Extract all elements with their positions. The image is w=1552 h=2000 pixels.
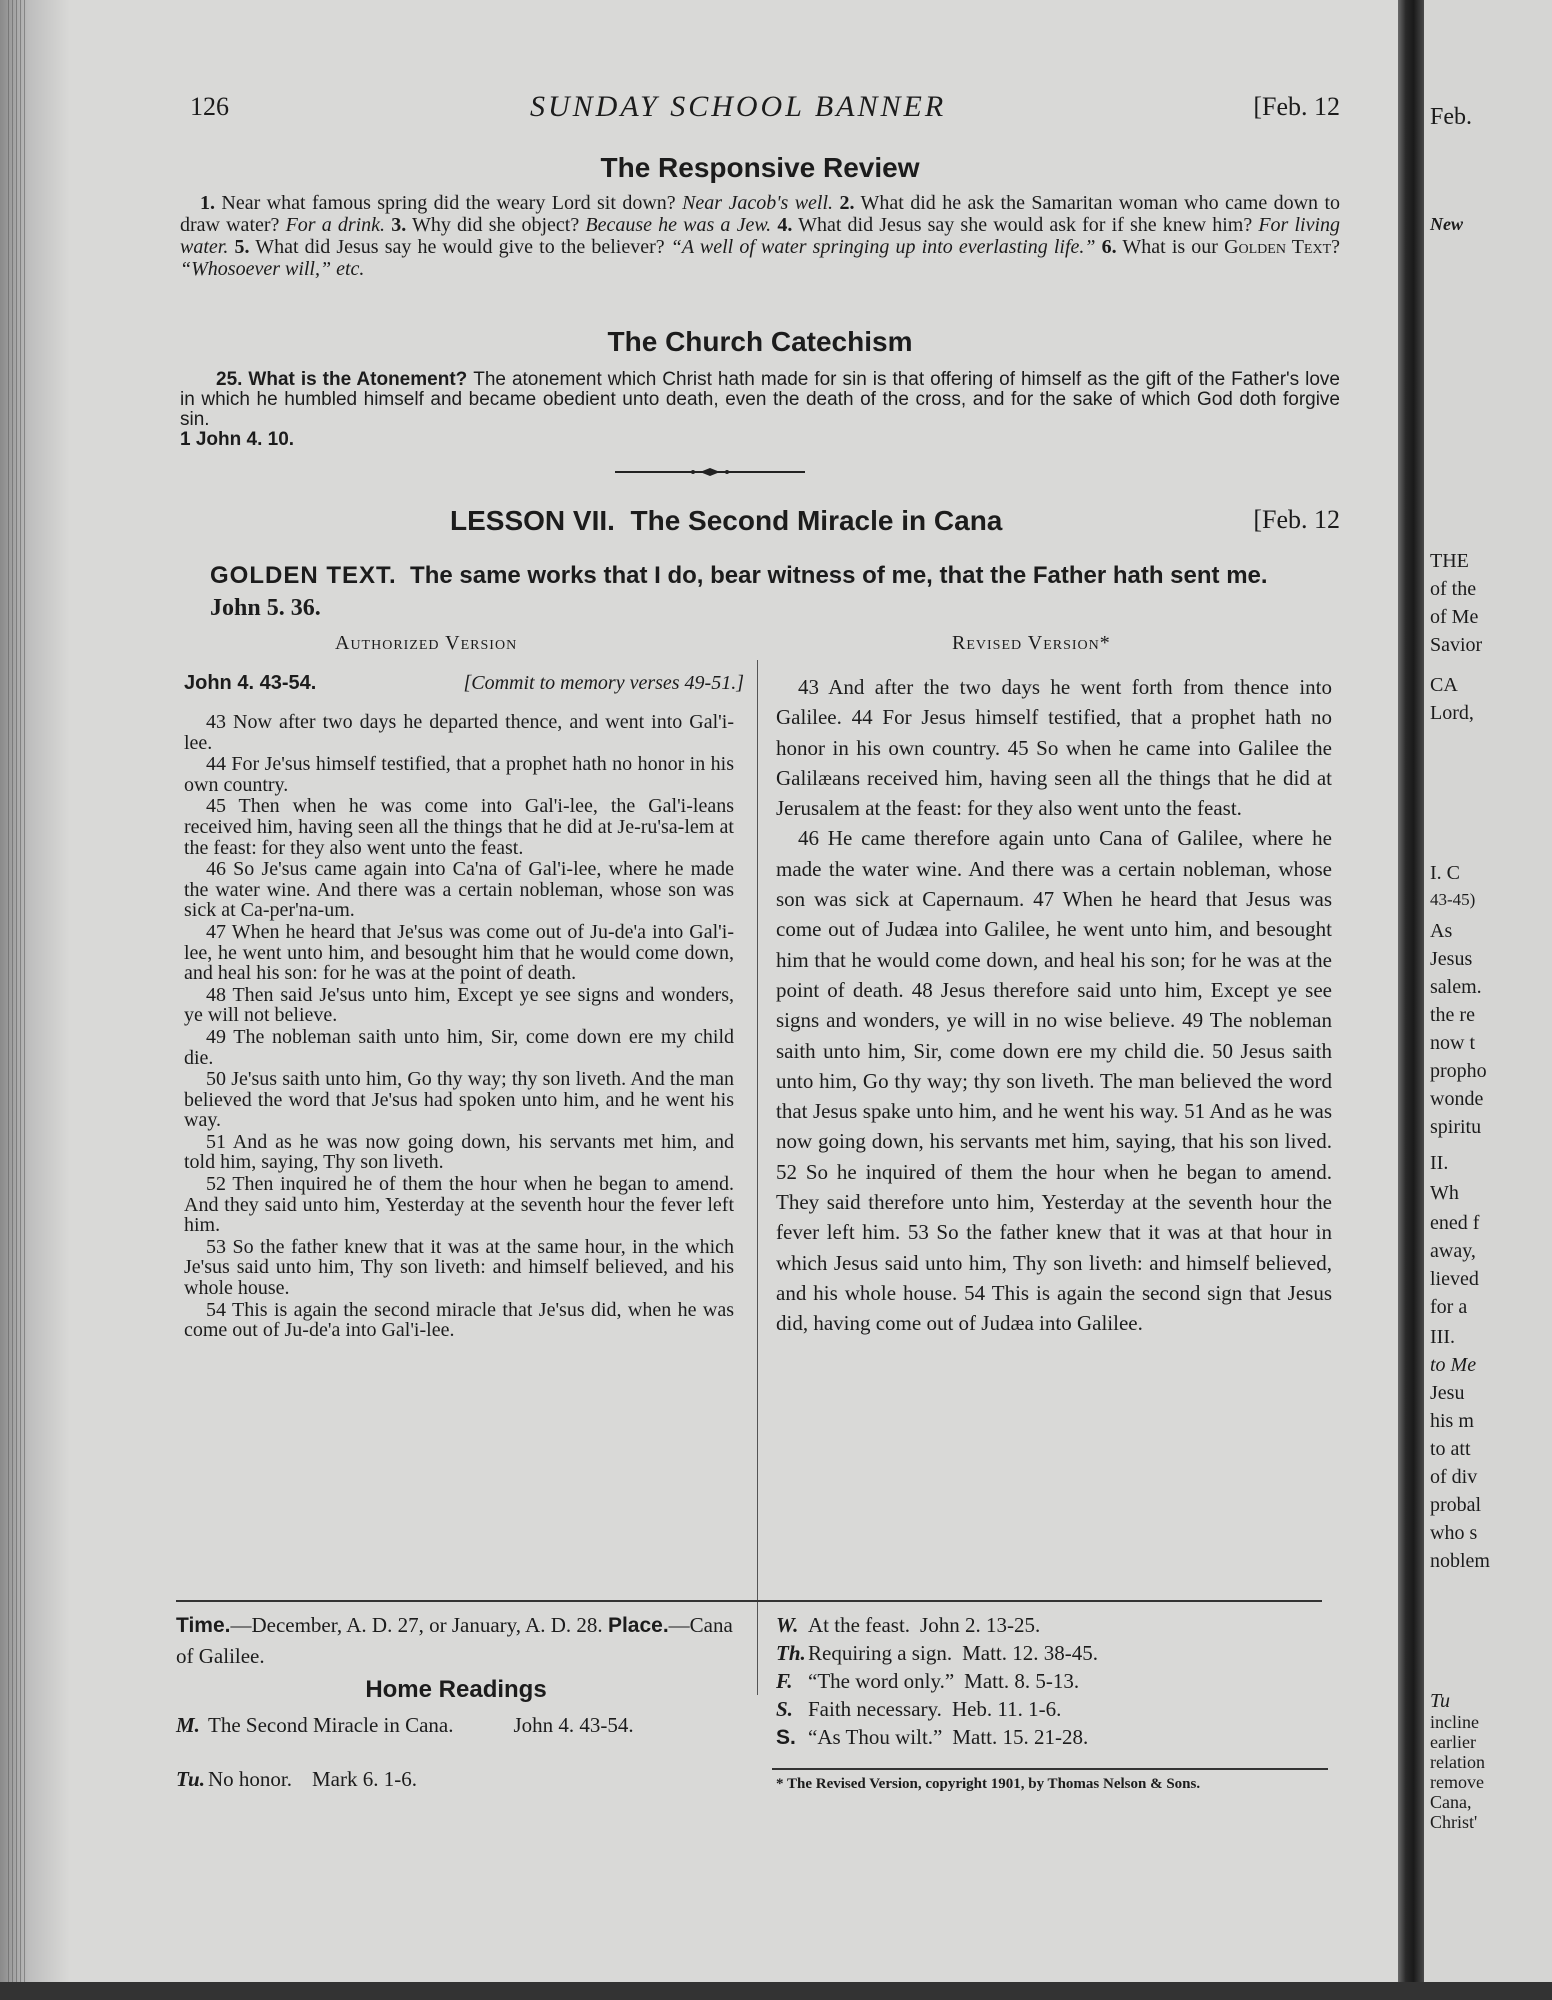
facing-page-fragment: 43-45) bbox=[1430, 890, 1476, 909]
golden-text bbox=[210, 560, 1320, 624]
verse: 49 The nobleman saith unto him, Sir, come down ere my child die. bbox=[184, 1025, 734, 1069]
reading-item: Th. Requiring a sign. Matt. 12. 38-45. bbox=[776, 1641, 1098, 1665]
facing-page-fragment: wonde bbox=[1430, 1088, 1484, 1110]
golden-text-body: The same works that I do, bear witness of me, that the Father hath sent me. bbox=[410, 562, 1268, 589]
facing-page-fragment: II. bbox=[1430, 1152, 1449, 1174]
facing-page-fragment: his m bbox=[1430, 1410, 1474, 1432]
page-stack-lines bbox=[8, 0, 28, 2000]
section-rule bbox=[176, 1600, 1322, 1602]
facing-page-fragment: to Me bbox=[1430, 1354, 1477, 1376]
facing-page-fragment: Jesu bbox=[1430, 1382, 1465, 1404]
revised-version-heading: Revised Version* bbox=[952, 632, 1111, 654]
verse: 47 When he heard that Je'sus was come out of Ju-de'a into Gal'i-lee, he went unto him, and besought him that he would come down, and heal his son: for he was at the point of death. bbox=[184, 920, 734, 985]
revised-paragraph: 43 And after the two days he went forth from thence into Galilee. 44 For Jesus himself testified, that a prophet hath no honor in his own country. 45 So when he came into Galilee the Galilæans received him, having seen all the things that he did at Jerusalem at the feast: for they also went unto the feast. bbox=[776, 675, 1332, 821]
home-readings-title: Home Readings bbox=[365, 1676, 547, 1703]
memory-verses-note: [Commit to memory verses 49-51.] bbox=[463, 672, 744, 694]
facing-page-fragment: Wh bbox=[1430, 1182, 1459, 1204]
facing-page-fragment: now t bbox=[1430, 1032, 1475, 1054]
lesson-header bbox=[180, 505, 1340, 545]
facing-page-fragment: to att bbox=[1430, 1438, 1471, 1460]
verse: 45 Then when he was come into Gal'i-lee, the Gal'i-leans received him, having seen all the things that he did at Je-ru'sa-lem at the feast: for they also went unto the feast. bbox=[184, 795, 734, 859]
revised-paragraph: 46 He came therefore again unto Cana of Galilee, where he made the water wine. And there was a certain nobleman, whose son was sick at Capernaum. 47 When he heard that Jesus was come out of Judæa into Galilee, he went unto him, and besought him that he would come down, and heal his son; for he was at the point of death. 48 Jesus therefore said unto him, Except ye see signs and wonders, ye will in no wise believe. 49 The nobleman saith unto him, Sir, come down ere my child die. 50 Jesus saith unto him, Go thy way; thy son liveth. The man believed the word that Jesus spake unto him, and he went his way. 51 And as he was now going down, his servants met him, saying, that his son lived. 52 So he inquired of them the hour when he began to amend. They said therefore unto him, Yesterday at the seventh hour the fever left him. 53 So the father knew that it was at that hour in which Jesus said unto him, Thy son liveth: and himself believed, and his whole house. 54 This is again the second sign that Jesus did, having come out of Judæa into Galilee. bbox=[776, 826, 1332, 1336]
facing-page-fragment: for a bbox=[1430, 1296, 1468, 1318]
facing-page-fragment: Feb. bbox=[1430, 104, 1472, 130]
verse: 53 So the father knew that it was at the same hour, in the which Je'sus said unto him, Thy son liveth: and himself believed, and his whole house. bbox=[184, 1235, 734, 1300]
verse: 54 This is again the second miracle that Je'sus did, when he was come out of Ju-de'a into Gal'i-lee. bbox=[184, 1298, 734, 1342]
reading-item: Tu. No honor. Mark 6. 1-6. bbox=[176, 1767, 417, 1791]
facing-page-fragment: Jesus bbox=[1430, 948, 1473, 970]
facing-page-fragment: ened f bbox=[1430, 1212, 1480, 1234]
verse: 43 Now after two days he departed thence, and went into Gal'i-lee. bbox=[184, 711, 734, 754]
facing-page-fragment: of Me bbox=[1430, 606, 1479, 628]
facing-page-fragment: Tu bbox=[1430, 1690, 1451, 1712]
revised-version-text bbox=[776, 672, 1332, 1339]
ornament-divider bbox=[615, 466, 805, 478]
scan-bottom-edge bbox=[0, 1982, 1552, 2000]
publication-title: SUNDAY SCHOOL BANNER bbox=[530, 90, 947, 123]
facing-page-fragment: relation bbox=[1430, 1752, 1485, 1772]
lesson-date: [Feb. 12 bbox=[1253, 505, 1340, 534]
golden-text-label: GOLDEN TEXT. bbox=[210, 562, 397, 589]
verse: 48 Then said Je'sus unto him, Except ye see signs and wonders, ye will not believe. bbox=[184, 983, 734, 1027]
facing-page-fragment: Cana, bbox=[1430, 1792, 1472, 1812]
time-and-place: Time.—December, A. D. 27, or January, A. D. 28. Place.—Cana of Galilee. bbox=[176, 1613, 733, 1668]
verse: 52 Then inquired he of them the hour when he began to amend. And they said unto him, Yesterday at the seventh hour the fever left him. bbox=[184, 1173, 734, 1237]
facing-page-fragment: As bbox=[1430, 920, 1453, 942]
facing-page-fragment: the re bbox=[1430, 1004, 1475, 1026]
verse: 50 Je'sus saith unto him, Go thy way; thy son liveth. And the man believed the word that Je'sus had spoken unto him, and he went his way. bbox=[184, 1068, 734, 1132]
scripture-reference: John 4. 43-54. [Commit to memory verses 49-51.] bbox=[184, 672, 744, 694]
facing-page-fragment: CA bbox=[1430, 674, 1458, 696]
page-number: 126 bbox=[190, 92, 229, 121]
catechism-title: The Church Catechism bbox=[607, 326, 913, 357]
footnote: * The Revised Version, copyright 1901, by Thomas Nelson & Sons. bbox=[776, 1776, 1201, 1792]
verse: 46 So Je'sus came again into Ca'na of Gal'i-lee, where he made the water wine. And there was a certain nobleman, whose son was sick at Ca-per'na-um. bbox=[184, 858, 734, 922]
facing-page-fragment: probal bbox=[1430, 1494, 1482, 1516]
facing-page-fragment: who s bbox=[1430, 1522, 1478, 1544]
facing-page-fragment: earlier bbox=[1430, 1732, 1476, 1752]
footnote-rule bbox=[772, 1768, 1328, 1770]
authorized-version-text bbox=[184, 712, 734, 1342]
golden-text-ref: John 5. 36. bbox=[210, 595, 321, 621]
running-header bbox=[190, 92, 1340, 132]
responsive-review-text: 1. Near what famous spring did the weary Lord sit down? Near Jacob's well. 2. What did he ask the Samaritan woman who came down to draw water? For a drink. 3. Why did she object? Because he was a Jew. 4. What did Jesus say she would ask for if she knew him? For living water. 5. What did Jesus say he would give to the believer? “A well of water springing up into everlasting life.” 6. What is our Golden Text? “Whosoever will,” etc. bbox=[180, 192, 1341, 280]
lesson-title: LESSON VII. The Second Miracle in Cana bbox=[450, 505, 1003, 536]
facing-page-fragment: incline bbox=[1430, 1712, 1479, 1732]
facing-page-fragment: Savior bbox=[1430, 634, 1483, 656]
facing-page-fragment: remove bbox=[1430, 1772, 1484, 1792]
verse: 51 And as he was now going down, his servants met him, and told him, saying, Thy son liveth. bbox=[184, 1130, 734, 1174]
reading-item: F. “The word only.” Matt. 8. 5-13. bbox=[776, 1669, 1080, 1693]
reading-item: S. “As Thou wilt.” Matt. 15. 21-28. bbox=[776, 1725, 1089, 1749]
facing-page-fragment: III. bbox=[1430, 1326, 1455, 1348]
facing-page-fragment: Christ' bbox=[1430, 1812, 1478, 1832]
facing-page-fragment: propho bbox=[1430, 1060, 1487, 1082]
catechism-text: 25. What is the Atonement? The atonement which Christ hath made for sin is that offering of himself as the gift of the Father's love in which he humbled himself and became obedient unto death, even the death of the cross, and for the sake of which God doth forgive sin. 1 John 4. 10. bbox=[180, 369, 1340, 450]
reading-item: W. At the feast. John 2. 13-25. bbox=[776, 1613, 1041, 1637]
facing-page-fragment: spiritu bbox=[1430, 1116, 1482, 1138]
facing-page-fragment: salem. bbox=[1430, 976, 1482, 998]
catechism-reference: 1 John 4. 10. bbox=[180, 429, 295, 450]
book-binding bbox=[1398, 0, 1424, 2000]
reading-item: M. The Second Miracle in Cana. John 4. 43-54. bbox=[176, 1713, 634, 1737]
facing-page-fragment: of div bbox=[1430, 1466, 1478, 1488]
facing-page-fragment: New bbox=[1430, 214, 1463, 234]
verse: 44 For Je'sus himself testified, that a prophet hath no honor in his own country. bbox=[184, 753, 734, 796]
facing-page-fragment: away, bbox=[1430, 1240, 1476, 1262]
facing-page-fragment: THE bbox=[1430, 550, 1469, 572]
authorized-version-heading: Authorized Version bbox=[335, 632, 518, 654]
facing-page-fragment: of the bbox=[1430, 578, 1477, 600]
facing-page-fragment: Lord, bbox=[1430, 702, 1474, 724]
facing-page-fragment: lieved bbox=[1430, 1268, 1479, 1290]
header-date: [Feb. 12 bbox=[1253, 92, 1340, 121]
column-divider bbox=[757, 660, 758, 1695]
reading-item: S. Faith necessary. Heb. 11. 1-6. bbox=[776, 1697, 1062, 1721]
facing-page-fragment: I. C bbox=[1430, 862, 1460, 884]
responsive-review-title: The Responsive Review bbox=[600, 152, 920, 183]
facing-page-fragment: noblem bbox=[1430, 1550, 1490, 1572]
